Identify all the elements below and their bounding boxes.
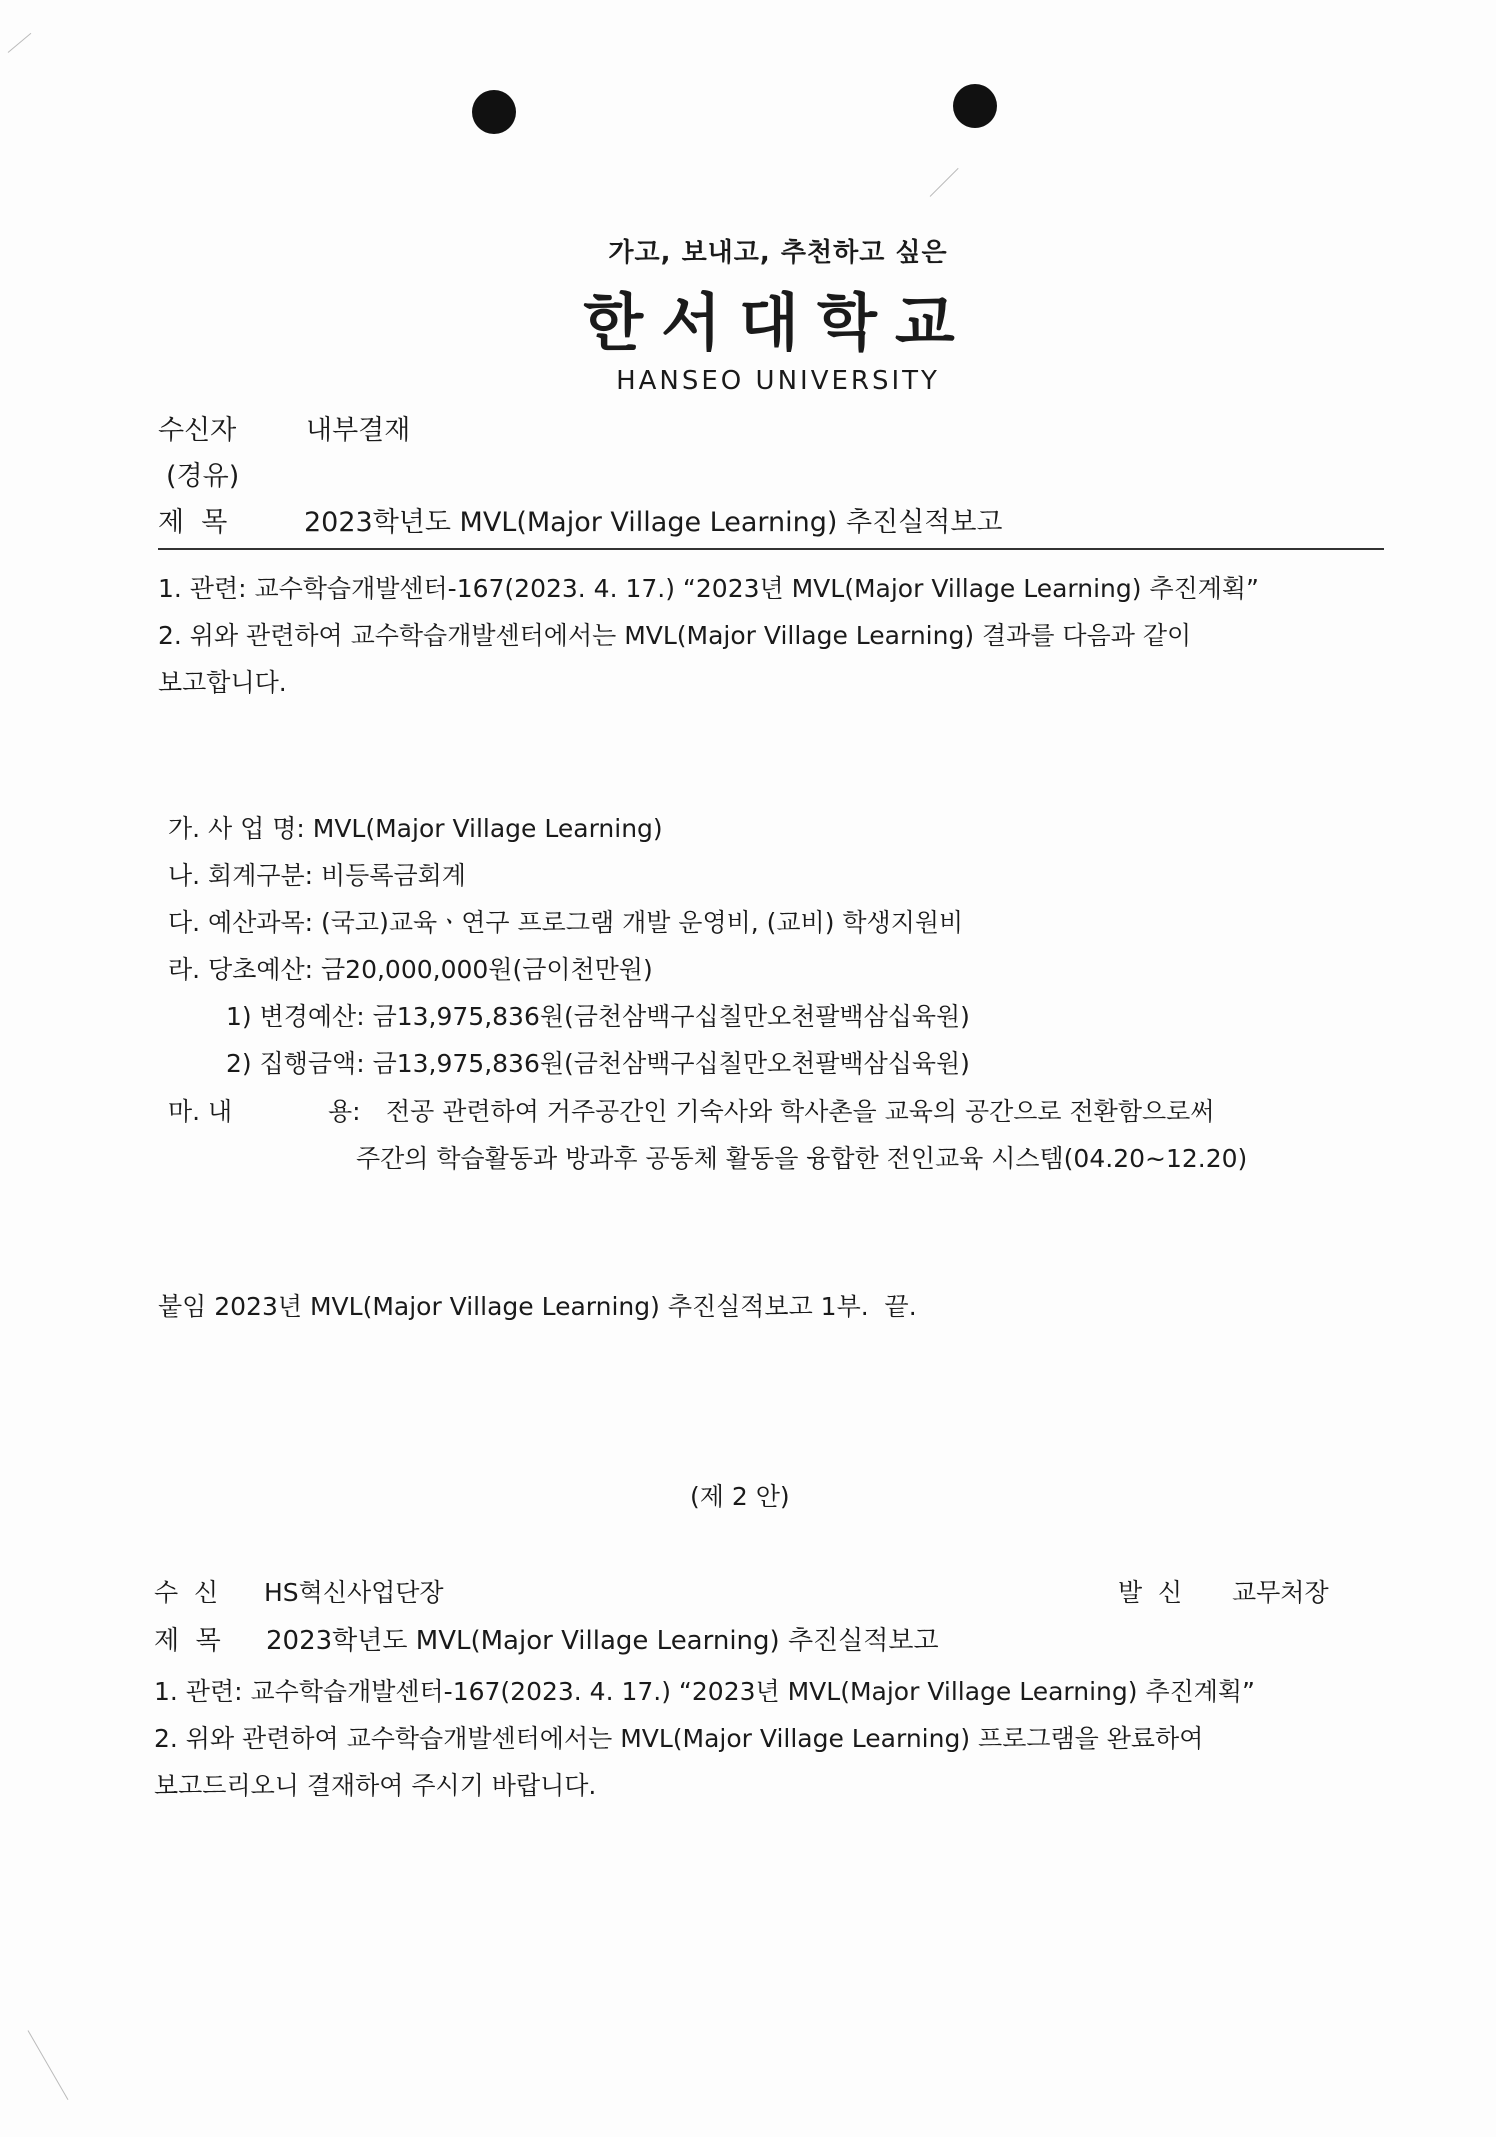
subject-value: 2023학년도 MVL(Major Village Learning) 추진실적보고 [304, 507, 1003, 538]
scan-mark [930, 168, 959, 197]
detail-item-label: 용: [328, 1097, 361, 1126]
draft2-reference-line: 1. 관련: 교수학습개발센터-167(2023. 4. 17.) “2023년 MVL(Major Village Learning) 추진계획” [154, 1677, 1256, 1706]
body-line: 보고합니다. [158, 668, 287, 697]
attachment-line: 붙임 2023년 MVL(Major Village Learning) 추진실적보고 1부. 끝. [158, 1292, 917, 1321]
draft2-body-line: 2. 위와 관련하여 교수학습개발센터에서는 MVL(Major Village Learning) 프로그램을 완료하여 [154, 1724, 1204, 1753]
university-name-kr: 한서대학교 [583, 286, 973, 359]
draft2-recipient-value: HS혁신사업단장 [264, 1578, 444, 1607]
detail-item-content: 전공 관련하여 거주공간인 기숙사와 학사촌을 교육의 공간으로 전환함으로써 [386, 1097, 1215, 1126]
detail-item: 가. 사 업 명: MVL(Major Village Learning) [168, 814, 663, 843]
detail-item: 라. 당초예산: 금20,000,000원(금이천만원) [168, 955, 653, 984]
reference-line: 1. 관련: 교수학습개발센터-167(2023. 4. 17.) “2023년 MVL(Major Village Learning) 추진계획” [158, 574, 1260, 603]
draft2-recipient-label: 수 신 [154, 1578, 219, 1607]
punch-hole [472, 90, 516, 134]
draft2-subject-label: 제 목 [154, 1626, 221, 1656]
via-label: (경유) [166, 461, 240, 492]
detail-subitem: 2) 집행금액: 금13,975,836원(금천삼백구십칠만오천팔백삼십육원) [226, 1049, 970, 1078]
draft2-sender-label: 발 신 [1118, 1578, 1183, 1607]
detail-item: 나. 회계구분: 비등록금회계 [168, 861, 466, 890]
subject-label: 제 목 [158, 507, 228, 538]
body-line: 2. 위와 관련하여 교수학습개발센터에서는 MVL(Major Village Learning) 결과를 다음과 같이 [158, 621, 1192, 650]
scan-mark [28, 2030, 69, 2100]
detail-item-content: 주간의 학습활동과 방과후 공동체 활동을 융합한 전인교육 시스템(04.20~12.20) [356, 1144, 1248, 1173]
detail-item: 다. 예산과목: (국고)교육ㆍ연구 프로그램 개발 운영비, (교비) 학생지원비 [168, 908, 964, 937]
university-name-en: HANSEO UNIVERSITY [616, 366, 940, 396]
slogan: 가고, 보내고, 추천하고 싶은 [608, 238, 948, 268]
punch-hole [953, 84, 997, 128]
recipient-label: 수신자 [158, 415, 237, 446]
header-divider [158, 548, 1384, 550]
draft-title: (제 2 안) [690, 1482, 790, 1511]
scan-mark [8, 33, 32, 53]
draft2-sender-value: 교무처장 [1232, 1578, 1329, 1607]
detail-subitem: 1) 변경예산: 금13,975,836원(금천삼백구십칠만오천팔백삼십육원) [226, 1002, 970, 1031]
letterhead [0, 232, 1496, 396]
draft2-body-line: 보고드리오니 결재하여 주시기 바랍니다. [154, 1771, 597, 1800]
draft2-subject-value: 2023학년도 MVL(Major Village Learning) 추진실적보고 [266, 1626, 939, 1656]
recipient-value: 내부결재 [306, 415, 411, 446]
detail-item-label: 마. 내 [168, 1097, 233, 1126]
